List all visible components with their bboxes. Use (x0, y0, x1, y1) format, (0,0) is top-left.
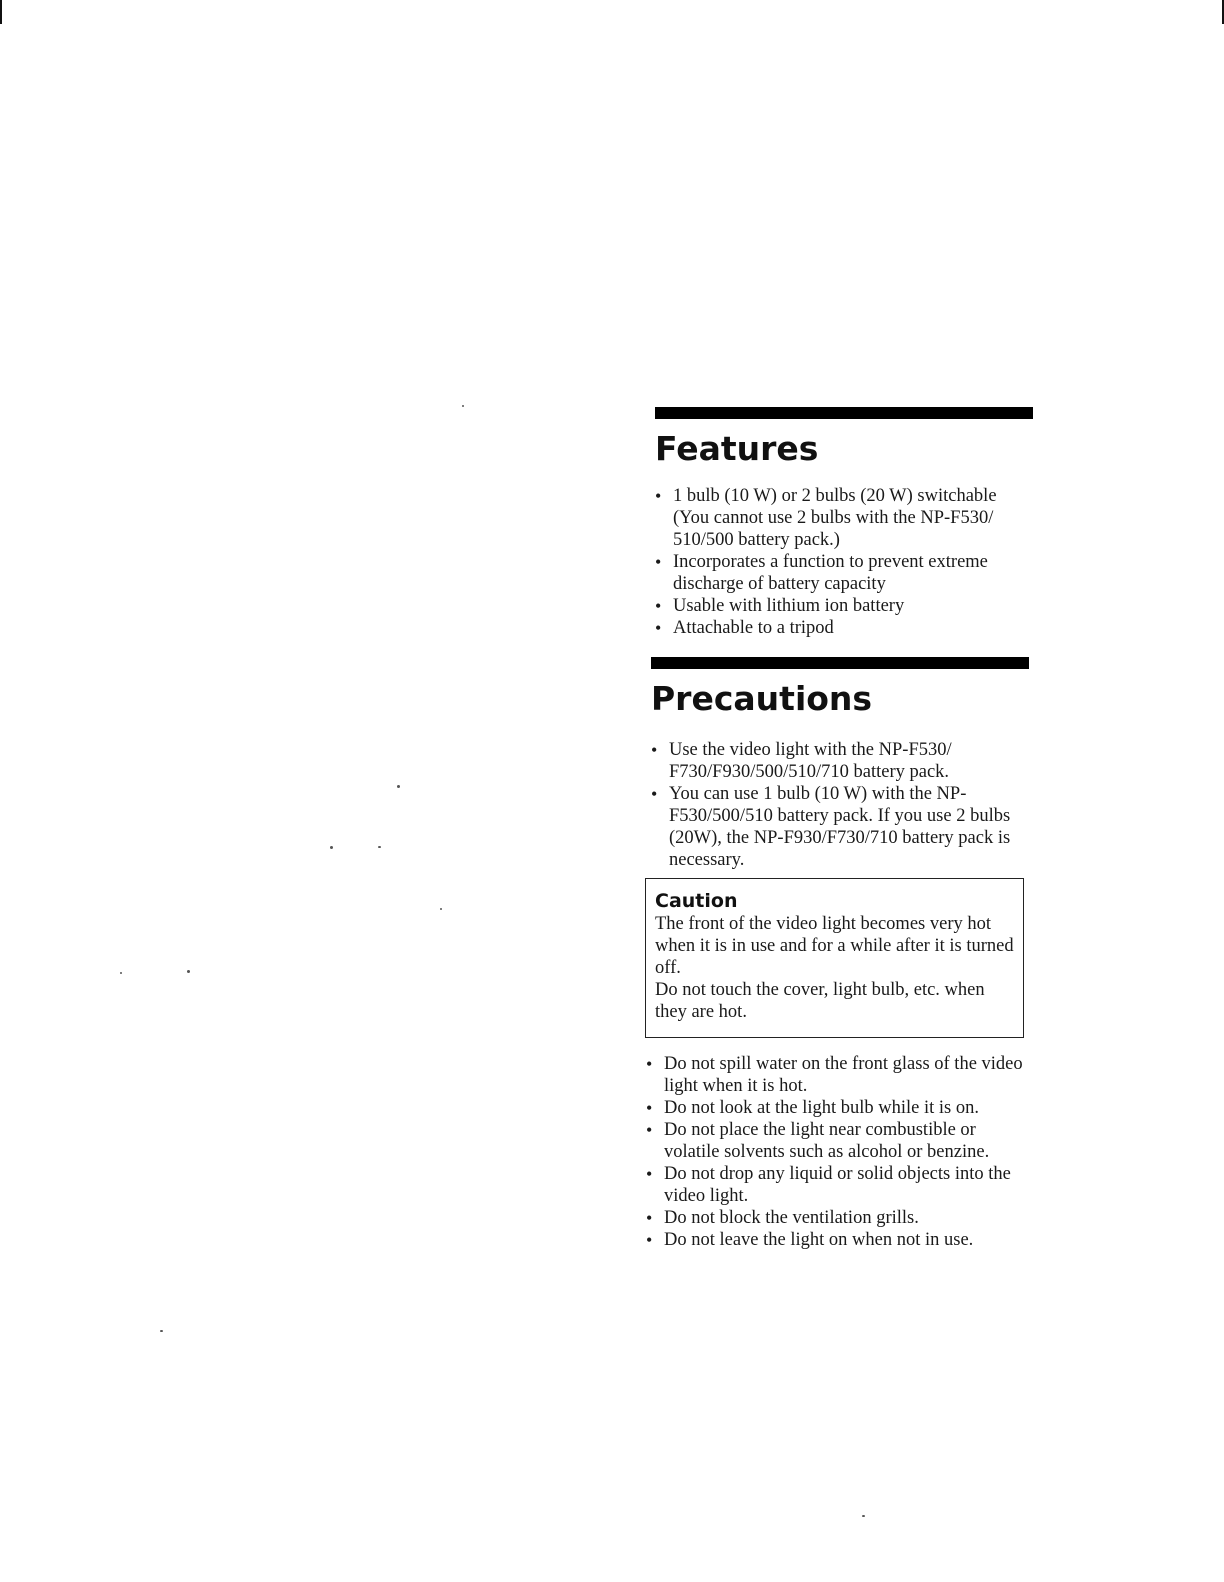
features-list (655, 485, 1033, 639)
caution-box (645, 878, 1024, 1038)
scan-speck (187, 970, 190, 973)
precautions-list (651, 739, 1029, 871)
precautions-section (651, 657, 1029, 871)
list-item: • Do not place the light near combustible or volatile solvents such as alcohol or benzine. (646, 1119, 1026, 1163)
features-section (655, 407, 1033, 639)
caution-text: Do not touch the cover, light bulb, etc. when they are hot. (655, 980, 985, 1022)
additional-precautions-list (646, 1053, 1026, 1251)
list-item: • Use the video light with the NP-F530/ F730/F930/500/510/710 battery pack. (651, 739, 1029, 783)
list-item: • 1 bulb (10 W) or 2 bulbs (20 W) switchable (You cannot use 2 bulbs with the NP-F530/ 510/500 battery pack.) (655, 485, 1033, 551)
scan-speck (397, 785, 400, 788)
scan-speck (120, 972, 122, 974)
section-rule (651, 657, 1029, 669)
list-item: • Attachable to a tripod (655, 617, 1033, 639)
caution-title: Caution (655, 890, 738, 912)
list-item: • Do not block the ventilation grills. (646, 1207, 1026, 1229)
features-heading: Features (655, 429, 819, 468)
list-item: • You can use 1 bulb (10 W) with the NP-F530/500/510 battery pack. If you use 2 bulbs (20W), the NP-F930/F730/710 battery pack is necessary. (651, 783, 1029, 871)
scan-speck (462, 405, 464, 407)
scan-speck (330, 846, 333, 849)
list-item: • Usable with lithium ion battery (655, 595, 1033, 617)
scan-edge-mark-left (0, 0, 2, 24)
scan-speck (440, 908, 442, 910)
list-item: • Do not spill water on the front glass of the video light when it is hot. (646, 1053, 1026, 1097)
scan-speck (862, 1515, 865, 1517)
section-rule (655, 407, 1033, 419)
list-item: • Do not leave the light on when not in use. (646, 1229, 1026, 1251)
scan-speck (378, 846, 381, 848)
list-item: • Do not drop any liquid or solid objects into the video light. (646, 1163, 1026, 1207)
scan-speck (160, 1330, 163, 1332)
list-item: • Do not look at the light bulb while it is on. (646, 1097, 1026, 1119)
list-item: • Incorporates a function to prevent extreme discharge of battery capacity (655, 551, 1033, 595)
precautions-heading: Precautions (651, 679, 873, 718)
caution-text: The front of the video light becomes very hot when it is in use and for a while after it is turned off. (655, 914, 1014, 978)
